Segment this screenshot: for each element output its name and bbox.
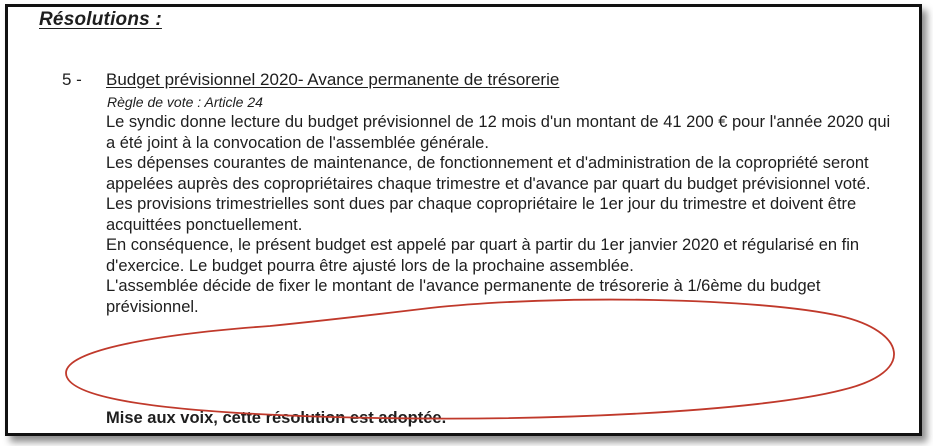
resolution-body	[106, 112, 896, 317]
resolution-title: Budget prévisionnel 2020- Avance permanente de trésorerie	[106, 70, 560, 89]
paragraph-quarterly-provisions: Les provisions trimestrielles sont dues par chaque copropriétaire le 1er jour du trimestre et doivent être acquittées ponctuellement.	[106, 195, 857, 234]
paragraph-consequence: En conséquence, le présent budget est appelé par quart à partir du 1er janvier 2020 et régularisé en fin d'exercice. Le budget pourra être ajusté lors de la prochaine assemblée.	[106, 236, 860, 275]
paragraph-permanent-advance: L'assemblée décide de fixer le montant de l'avance permanente de trésorerie à 1/6ème du budget prévisionnel.	[106, 277, 821, 316]
vote-rule: Règle de vote : Article 24	[107, 94, 263, 110]
resolution-number: 5 -	[62, 70, 82, 89]
document-frame	[5, 4, 922, 436]
section-title: Résolutions :	[39, 9, 162, 30]
paragraph-current-expenses: Les dépenses courantes de maintenance, de fonctionnement et d'administration de la copropriété seront appelées auprès des copropriétaires chaque trimestre et d'avance par quart du budget prévisionnel voté.	[106, 154, 871, 193]
paragraph-budget-reading: Le syndic donne lecture du budget prévisionnel de 12 mois d'un montant de 41 200 € pour l'année 2020 qui a été joint à la convocation de l'assemblée générale.	[106, 113, 891, 152]
vote-result: Mise aux voix, cette résolution est adoptée.	[106, 409, 447, 427]
